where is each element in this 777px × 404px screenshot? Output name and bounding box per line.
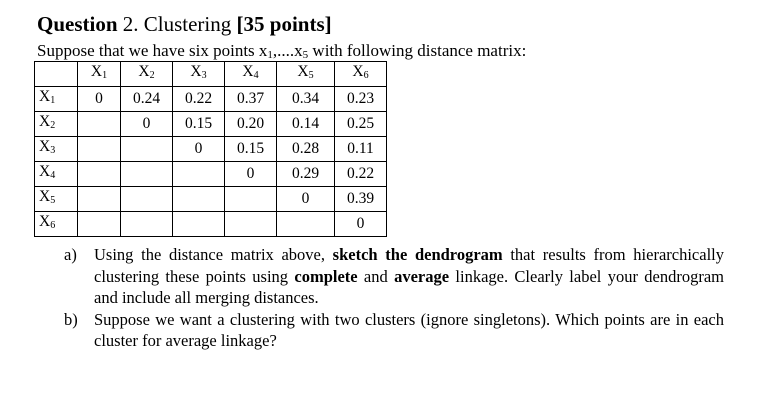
column-header-subscript: 6: [363, 70, 369, 81]
matrix-cell: 0.37: [225, 87, 277, 112]
matrix-cell: 0: [121, 112, 173, 137]
matrix-cell: 0.24: [121, 87, 173, 112]
row-label-subscript: 6: [50, 220, 56, 231]
intro-sub-1: 1: [267, 49, 273, 61]
question-item-label: b): [64, 309, 78, 329]
intro-sentence: [37, 41, 526, 61]
column-header-letter: X: [190, 63, 202, 80]
matrix-row: [35, 187, 387, 212]
emphasized-text: sketch the dendrogram: [332, 245, 503, 264]
column-header-subscript: 5: [308, 70, 314, 81]
matrix-row-label: [35, 137, 78, 162]
column-header-letter: X: [297, 63, 309, 80]
column-header-letter: X: [138, 63, 150, 80]
question-item-text: [94, 309, 724, 352]
matrix-cell: 0: [173, 137, 225, 162]
question-text: Suppose we want a clustering with two clusters (ignore singletons). Which points are in each cluster for average linkage?: [94, 309, 724, 350]
intro-after: with following distance matrix:: [308, 41, 527, 60]
row-label-letter: X: [39, 188, 51, 205]
matrix-cell: 0.29: [277, 162, 335, 187]
matrix-header-row: [35, 62, 387, 87]
row-label-letter: X: [39, 88, 51, 105]
matrix-cell: [173, 162, 225, 187]
matrix-cell: 0.22: [173, 87, 225, 112]
row-label-letter: X: [39, 113, 51, 130]
matrix-row-label: [35, 162, 78, 187]
intro-before: Suppose that we have six points x: [37, 41, 268, 60]
matrix-cell: [78, 137, 121, 162]
question-list: [64, 244, 724, 352]
matrix-cell: [173, 212, 225, 237]
matrix-row: [35, 212, 387, 237]
question-text: linkage. Clearly label your dendrogram and include all merging distances.: [94, 266, 724, 307]
row-label-subscript: 4: [50, 170, 56, 181]
matrix-row-label: [35, 187, 78, 212]
matrix-cell: 0: [277, 187, 335, 212]
question-points: [35 points]: [236, 12, 332, 36]
matrix-cell: [225, 212, 277, 237]
matrix-row-label: [35, 87, 78, 112]
emphasized-text: complete: [294, 266, 358, 286]
question-prefix: Question: [37, 12, 118, 36]
matrix-column-header: [173, 62, 225, 87]
column-header-letter: X: [352, 63, 364, 80]
column-header-letter: X: [90, 63, 103, 80]
question-number: 2.: [122, 12, 139, 36]
distance-matrix: [34, 61, 387, 237]
matrix-column-header: [277, 62, 335, 87]
matrix-cell: 0.20: [225, 112, 277, 137]
matrix-column-header: [121, 62, 173, 87]
matrix-row: [35, 162, 387, 187]
matrix-cell: [78, 162, 121, 187]
column-header-subscript: 4: [253, 70, 259, 81]
matrix-cell: 0.25: [335, 112, 387, 137]
matrix-row: [35, 87, 387, 112]
matrix-cell: [121, 162, 173, 187]
question-item: [64, 309, 724, 352]
matrix-cell: 0.34: [277, 87, 335, 112]
row-label-subscript: 5: [50, 195, 56, 206]
matrix-cell: [277, 212, 335, 237]
matrix-cell: 0.14: [277, 112, 335, 137]
matrix-column-header: [78, 62, 121, 87]
matrix-cell: [121, 137, 173, 162]
intro-sub-2: 5: [302, 49, 309, 61]
matrix-cell: [121, 212, 173, 237]
matrix-cell: [78, 212, 121, 237]
column-header-subscript: 2: [149, 70, 155, 81]
matrix-cell: 0.23: [335, 87, 387, 112]
matrix-cell: [78, 187, 121, 212]
matrix-cell: [173, 187, 225, 212]
matrix-cell: 0: [225, 162, 277, 187]
matrix-cell: 0.28: [277, 137, 335, 162]
matrix-cell: [225, 187, 277, 212]
matrix-column-header: [225, 62, 277, 87]
matrix-cell: 0.15: [173, 112, 225, 137]
row-label-letter: X: [39, 138, 51, 155]
emphasized-text: average: [394, 266, 450, 286]
matrix-row: [35, 112, 387, 137]
question-topic: Clustering: [143, 12, 232, 36]
matrix-cell: [121, 187, 173, 212]
question-text: and: [357, 266, 395, 286]
question-title: [37, 12, 332, 37]
row-label-subscript: 2: [50, 120, 56, 131]
matrix-cell: [78, 112, 121, 137]
row-label-letter: X: [39, 163, 51, 180]
matrix-row-label: [35, 212, 78, 237]
matrix-column-header: [335, 62, 387, 87]
matrix-cell: 0.11: [335, 137, 387, 162]
matrix-cell: 0: [78, 87, 121, 112]
matrix-row: [35, 137, 387, 162]
row-label-subscript: 1: [50, 95, 56, 106]
matrix-cell: 0.39: [335, 187, 387, 212]
distance-matrix-body: [35, 62, 387, 237]
row-label-letter: X: [39, 213, 51, 230]
intro-mid: ,....x: [272, 41, 303, 60]
question-item: [64, 244, 724, 309]
matrix-row-label: [35, 112, 78, 137]
column-header-subscript: 3: [201, 70, 207, 81]
matrix-cell: 0.22: [335, 162, 387, 187]
matrix-cell: 0: [335, 212, 387, 237]
question-item-label: a): [64, 245, 77, 264]
matrix-cell: 0.15: [225, 137, 277, 162]
question-item-text: [94, 244, 724, 309]
question-text: that results from hierarchically clustering these points using: [94, 245, 724, 286]
column-header-subscript: 1: [102, 70, 108, 81]
row-label-subscript: 3: [50, 145, 56, 156]
matrix-corner-cell: [35, 62, 78, 87]
column-header-letter: X: [242, 63, 254, 80]
question-text: Using the distance matrix above,: [94, 245, 333, 264]
